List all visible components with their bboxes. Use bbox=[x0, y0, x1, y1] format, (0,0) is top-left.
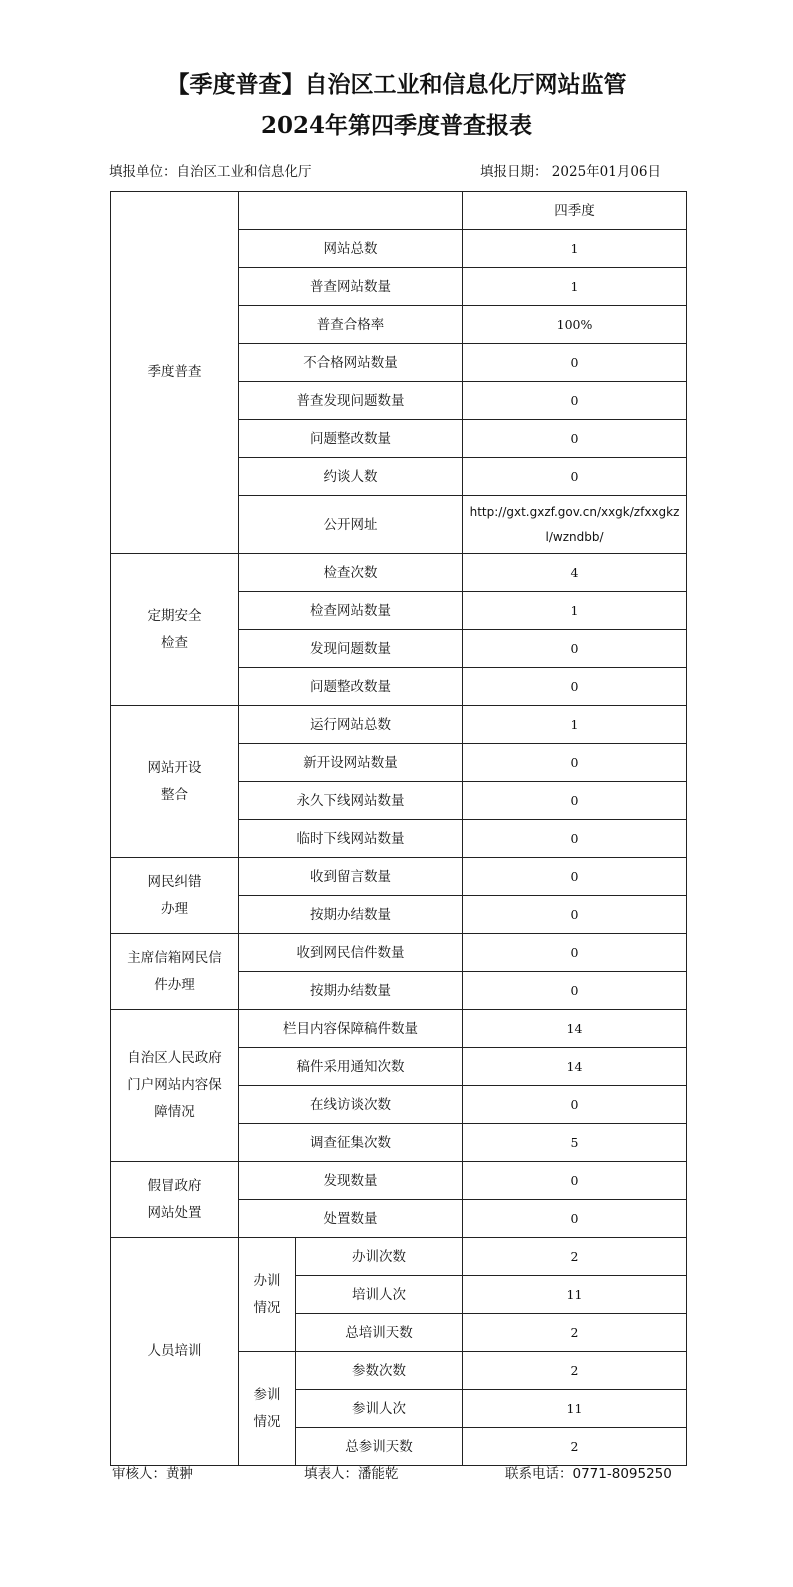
row-label: 办训次数 bbox=[296, 1238, 463, 1276]
section-staff-training: 人员培训 bbox=[111, 1238, 239, 1466]
table-row bbox=[111, 1162, 687, 1200]
section-portal-content bbox=[111, 1010, 239, 1162]
row-label: 普查发现问题数量 bbox=[239, 382, 463, 420]
footer-filler: 填表人：潘能乾 bbox=[304, 1466, 399, 1482]
subsection-name-line: 情况 bbox=[253, 1299, 281, 1316]
reporting-date-value: 2025年01月06日 bbox=[551, 164, 662, 180]
row-value: 1 bbox=[463, 592, 687, 630]
table-row bbox=[111, 706, 687, 744]
row-value: 14 bbox=[463, 1010, 687, 1048]
public-url-link[interactable]: http://gxt.gxzf.gov.cn/xxgk/zfxxgkzl/wzndbb/ bbox=[463, 496, 687, 554]
row-label: 参训人次 bbox=[296, 1390, 463, 1428]
row-label: 在线访谈次数 bbox=[239, 1086, 463, 1124]
row-label: 新开设网站数量 bbox=[239, 744, 463, 782]
section-name-line: 检查 bbox=[161, 634, 188, 651]
table-header-row bbox=[111, 192, 687, 230]
subsection-name-line: 办训 bbox=[253, 1272, 281, 1289]
row-label: 发现问题数量 bbox=[239, 630, 463, 668]
row-value: 1 bbox=[463, 706, 687, 744]
row-label: 培训人次 bbox=[296, 1276, 463, 1314]
row-label: 栏目内容保障稿件数量 bbox=[239, 1010, 463, 1048]
row-label: 稿件采用通知次数 bbox=[239, 1048, 463, 1086]
section-name-line: 假冒政府 bbox=[147, 1177, 202, 1194]
row-label: 收到网民信件数量 bbox=[239, 934, 463, 972]
row-label: 检查次数 bbox=[239, 554, 463, 592]
section-name-line: 办理 bbox=[161, 900, 188, 917]
row-value: 2 bbox=[463, 1428, 687, 1466]
row-value: 0 bbox=[463, 820, 687, 858]
row-value: 4 bbox=[463, 554, 687, 592]
row-value: 0 bbox=[463, 934, 687, 972]
row-label: 网站总数 bbox=[239, 230, 463, 268]
row-value: 0 bbox=[463, 782, 687, 820]
section-name-line: 主席信箱网民信 bbox=[127, 949, 222, 966]
row-label: 公开网址 bbox=[239, 496, 463, 554]
row-label: 运行网站总数 bbox=[239, 706, 463, 744]
header-blank-cell bbox=[239, 192, 463, 230]
row-label: 按期办结数量 bbox=[239, 972, 463, 1010]
reporting-date-label: 填报日期： bbox=[480, 164, 548, 180]
row-label: 检查网站数量 bbox=[239, 592, 463, 630]
subsection-name-line: 情况 bbox=[253, 1413, 281, 1430]
table-row bbox=[111, 554, 687, 592]
row-value: 0 bbox=[463, 744, 687, 782]
row-label: 发现数量 bbox=[239, 1162, 463, 1200]
row-value: 100% bbox=[463, 306, 687, 344]
row-value: 11 bbox=[463, 1276, 687, 1314]
row-value: 11 bbox=[463, 1390, 687, 1428]
table-row bbox=[111, 934, 687, 972]
reporting-unit: 填报单位：自治区工业和信息化厅 bbox=[109, 164, 312, 180]
row-value: 2 bbox=[463, 1314, 687, 1352]
row-value: 0 bbox=[463, 344, 687, 382]
row-value: 0 bbox=[463, 668, 687, 706]
row-label: 按期办结数量 bbox=[239, 896, 463, 934]
table-row bbox=[111, 858, 687, 896]
row-value: 2 bbox=[463, 1238, 687, 1276]
section-name-line: 件办理 bbox=[154, 976, 195, 993]
row-value: 0 bbox=[463, 420, 687, 458]
section-name-line: 网民纠错 bbox=[147, 873, 202, 890]
report-table bbox=[110, 191, 687, 1466]
row-value: 0 bbox=[463, 858, 687, 896]
row-label: 问题整改数量 bbox=[239, 420, 463, 458]
table-row bbox=[111, 1010, 687, 1048]
row-label: 总参训天数 bbox=[296, 1428, 463, 1466]
row-value: 1 bbox=[463, 230, 687, 268]
row-value: 0 bbox=[463, 630, 687, 668]
section-name-line: 自治区人民政府 bbox=[127, 1050, 222, 1066]
reporting-date bbox=[480, 163, 661, 181]
subsection-attended-training bbox=[239, 1352, 296, 1466]
row-value: 0 bbox=[463, 458, 687, 496]
row-label: 永久下线网站数量 bbox=[239, 782, 463, 820]
row-label: 普查合格率 bbox=[239, 306, 463, 344]
section-name-line: 定期安全 bbox=[147, 607, 202, 624]
row-value: 0 bbox=[463, 1162, 687, 1200]
section-name-line: 网站开设 bbox=[147, 759, 202, 776]
row-label: 参数次数 bbox=[296, 1352, 463, 1390]
row-label: 处置数量 bbox=[239, 1200, 463, 1238]
section-security-check bbox=[111, 554, 239, 706]
row-label: 临时下线网站数量 bbox=[239, 820, 463, 858]
row-value: 0 bbox=[463, 972, 687, 1010]
row-value: 2 bbox=[463, 1352, 687, 1390]
section-name-line: 网站处置 bbox=[147, 1204, 202, 1221]
footer-phone: 联系电话：0771-8095250 bbox=[505, 1466, 672, 1482]
section-chairman-mailbox bbox=[111, 934, 239, 1010]
section-quarterly-survey: 季度普查 bbox=[111, 192, 239, 554]
row-label: 普查网站数量 bbox=[239, 268, 463, 306]
row-label: 约谈人数 bbox=[239, 458, 463, 496]
report-title-line2: 2024年第四季度普查报表 bbox=[260, 112, 532, 139]
row-value: 1 bbox=[463, 268, 687, 306]
row-value: 14 bbox=[463, 1048, 687, 1086]
section-fake-sites bbox=[111, 1162, 239, 1238]
row-label: 问题整改数量 bbox=[239, 668, 463, 706]
section-site-setup bbox=[111, 706, 239, 858]
report-title-line1: 【季度普查】自治区工业和信息化厅网站监管 bbox=[166, 71, 627, 98]
row-value: 0 bbox=[463, 1086, 687, 1124]
subsection-name-line: 参训 bbox=[253, 1386, 281, 1403]
table-row bbox=[111, 1238, 687, 1276]
row-value: 5 bbox=[463, 1124, 687, 1162]
row-label: 不合格网站数量 bbox=[239, 344, 463, 382]
row-value: 0 bbox=[463, 382, 687, 420]
row-value: 0 bbox=[463, 896, 687, 934]
section-name-line: 障情况 bbox=[154, 1104, 195, 1120]
section-name-line: 门户网站内容保 bbox=[127, 1077, 222, 1093]
row-label: 调查征集次数 bbox=[239, 1124, 463, 1162]
row-label: 总培训天数 bbox=[296, 1314, 463, 1352]
header-period: 四季度 bbox=[463, 192, 687, 230]
footer-reviewer: 审核人：黄翀 bbox=[112, 1466, 193, 1482]
section-name-line: 整合 bbox=[161, 786, 188, 803]
row-label: 收到留言数量 bbox=[239, 858, 463, 896]
section-netizen-correction bbox=[111, 858, 239, 934]
row-value: 0 bbox=[463, 1200, 687, 1238]
subsection-hosted-training bbox=[239, 1238, 296, 1352]
